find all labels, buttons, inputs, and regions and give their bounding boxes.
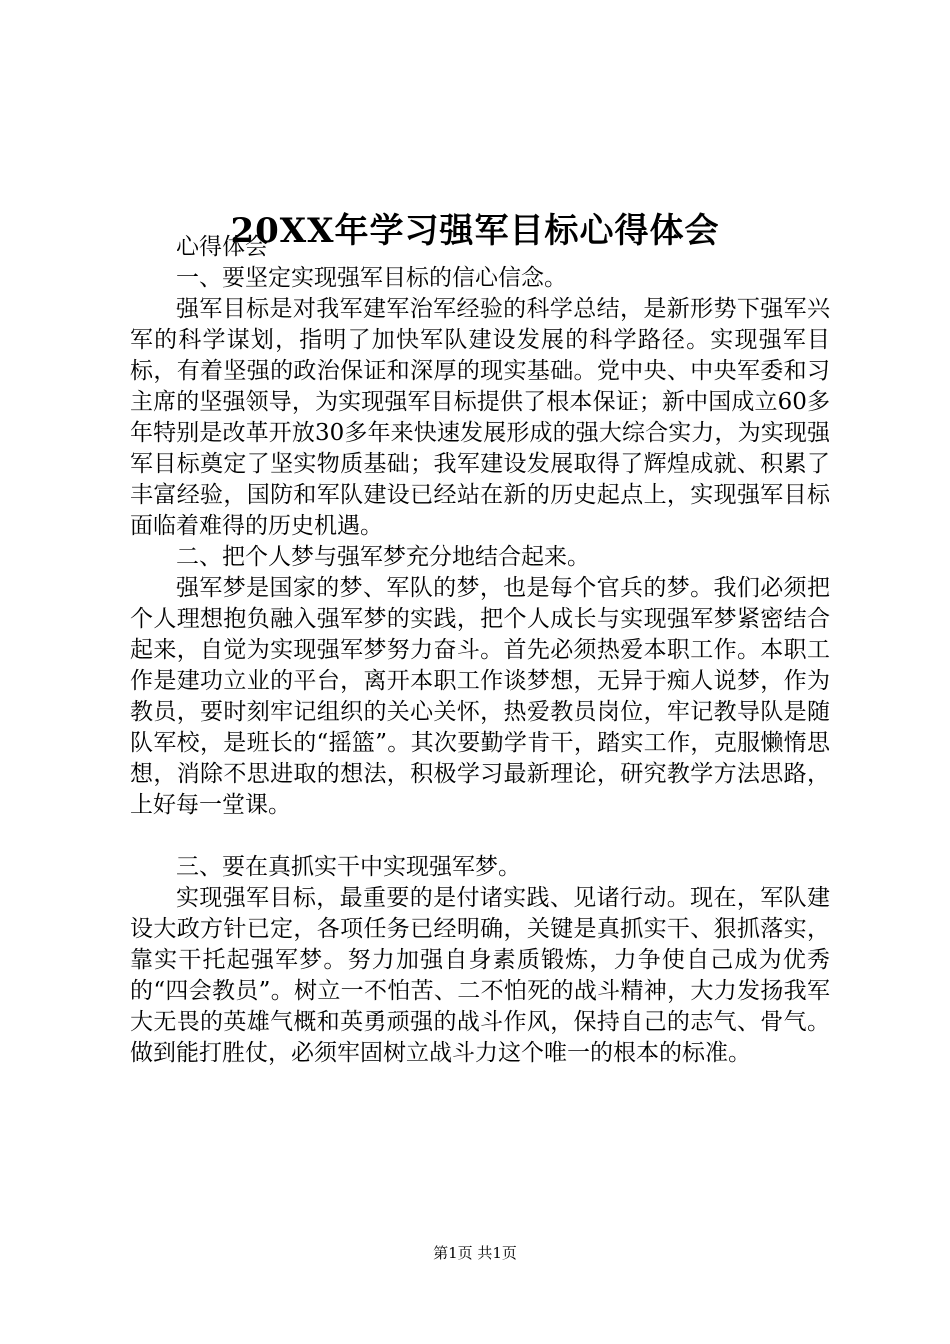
section-paragraph-1: 强军目标是对我军建军治军经验的科学总结，是新形势下强军兴军的科学谋划，指明了加快军队建设发展的科学路径。实现强军目标，有着坚强的政治保证和深厚的现实基础。党中央、中央军委和习主席的坚强领导，为实现强军目标提供了根本保证；新中国成立60多年特别是改革开放30多年来快速发展形成的强大综合实力，为实现强军目标奠定了坚实物质基础；我军建设发展取得了辉煌成就、积累了丰富经验，国防和军队建设已经站在新的历史起点上，实现强军目标面临着难得的历史机遇。 [130,296,830,539]
section-paragraph-2: 强军梦是国家的梦、军队的梦，也是每个官兵的梦。我们必须把个人理想抱负融入强军梦的实践，把个人成长与实现强军梦紧密结合起来，自觉为实现强军梦努力奋斗。首先必须热爱本职工作。本职工作是建功立业的平台，离开本职工作谈梦想，无异于痴人说梦，作为教员，要时刻牢记组织的关心关怀，热爱教员岗位，牢记教导队是随队军校，是班长的“摇篮”。其次要勤学肯干，踏实工作，克服懒惰思想，消除不思进取的想法，积极学习最新理论，研究教学方法思路，上好每一堂课。 [130,575,830,818]
section-heading-3: 三、要在真抓实干中实现强军梦。 [176,854,521,880]
section-paragraph-3: 实现强军目标，最重要的是付诸实践、见诸行动。现在，军队建设大政方针已定，各项任务已经明确，关键是真抓实干、狠抓落实，靠实干托起强军梦。努力加强自身素质锻炼，力争使自己成为优秀的“四会教员”。树立一不怕苦、二不怕死的战斗精神，大力发扬我军大无畏的英雄气概和英勇顽强的战斗作风，保持自己的志气、骨气。做到能打胜仗，必须牢固树立战斗力这个唯一的根本的标准。 [130,885,830,1066]
page-footer: 第1页 共1页 [433,1244,517,1262]
paragraph-heading: 心得体会 [176,234,268,260]
section-heading-2: 二、把个人梦与强军梦充分地结合起来。 [176,544,590,570]
section-heading-1: 一、要坚定实现强军目标的信心信念。 [176,265,567,291]
document-body [130,232,830,1069]
document-title: 20XX年学习强军目标心得体会 [230,210,720,251]
